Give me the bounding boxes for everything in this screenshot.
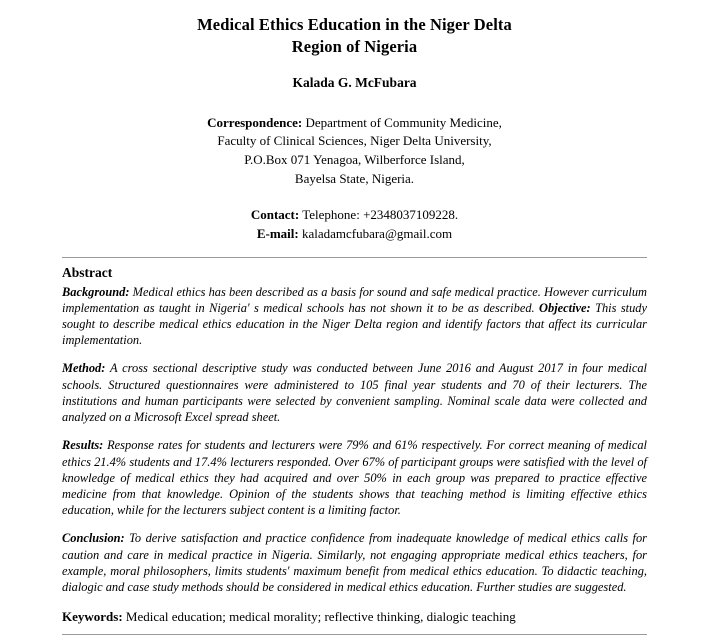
title-line-2: Region of Nigeria (291, 36, 418, 56)
run-head-results: Results: (62, 438, 104, 453)
abstract-text-results: Response rates for students and lecturers were 79% and 61% respectively. For correct meaning of medical ethics 21.4% students and 17.4% lecturers responded. Over 67% of participant groups were satisfied with the level of knowledge of medical ethics they had acquired and over 50% in each group was prepared to practice effective medicine from that knowledge. Opinion of the students shows that teaching method is limiting effective ethics education, while for the lecturers subject content is a limiting factor. (62, 438, 647, 517)
page-title (62, 14, 647, 58)
contact-telephone: Telephone: +2348037109228. (299, 206, 459, 222)
correspondence-dept: Department of Community Medicine, (302, 114, 502, 130)
correspondence-line-3: P.O.Box 071 Yenagoa, Wilberforce Island, (244, 152, 465, 168)
keywords-label: Keywords: (62, 608, 123, 624)
abstract-paragraph-results (62, 437, 647, 518)
email-label: E-mail: (256, 225, 299, 241)
run-head-background: Background: (62, 284, 130, 299)
abstract-paragraph-conclusion (62, 530, 647, 595)
correspondence-block (62, 114, 647, 189)
divider-top (62, 257, 647, 258)
abstract-paragraph-method (62, 360, 647, 425)
abstract-text-conclusion: To derive satisfaction and practice confidence from inadequate knowledge of medical ethics calls for caution and care in medical practice in Nigeria. Similarly, not engaging appropriate medical ethics teachers, for example, moral philosophers, limits students' maximum benefit from medical ethics education. To didactic teaching, dialogic and case study methods should be considered in medical ethics education. Further studies are suggested. (62, 531, 647, 594)
abstract-text-objective: This study sought to describe medical ethics education in the Niger Delta region and identify factors that affect its curricular implementation. (62, 300, 647, 347)
author-name: Kalada G. McFubara (292, 74, 417, 90)
abstract-text-background: Medical ethics has been described as a basis for sound and safe medical practice. However curriculum implementation as taught in Nigeria' s medical schools has not shown it to be as described. (62, 284, 647, 315)
correspondence-line-4: Bayelsa State, Nigeria. (294, 171, 415, 187)
title-line-1: Medical Ethics Education in the Niger Delta (197, 15, 512, 34)
abstract-text-method: A cross sectional descriptive study was conducted between June 2016 and August 2017 in four medical schools. Structured questionnaires were administered to 105 final year students and 70 of their lecturers. The institutions and human participants were selected by convenient sampling. Nominal scale data were collected and analyzed on a Microsoft Excel spread sheet. (62, 361, 647, 424)
contact-telephone-line (62, 206, 647, 225)
run-head-objective: Objective: (539, 300, 591, 315)
run-head-method: Method: (62, 361, 106, 376)
correspondence-line-1 (62, 114, 647, 133)
run-head-conclusion: Conclusion: (62, 531, 125, 546)
abstract-paragraph-background (62, 284, 647, 349)
contact-label: Contact: (250, 206, 300, 222)
contact-block (62, 206, 647, 244)
contact-email-line (62, 225, 647, 244)
keywords-line (62, 608, 647, 626)
correspondence-line-2: Faculty of Clinical Sciences, Niger Delta University, (217, 133, 492, 149)
email-address[interactable]: kaladamcfubara@gmail.com (298, 225, 453, 241)
correspondence-label: Correspondence: (207, 114, 303, 130)
keywords-text: Medical education; medical morality; reflective thinking, dialogic teaching (122, 608, 516, 624)
abstract-heading: Abstract (62, 264, 113, 280)
